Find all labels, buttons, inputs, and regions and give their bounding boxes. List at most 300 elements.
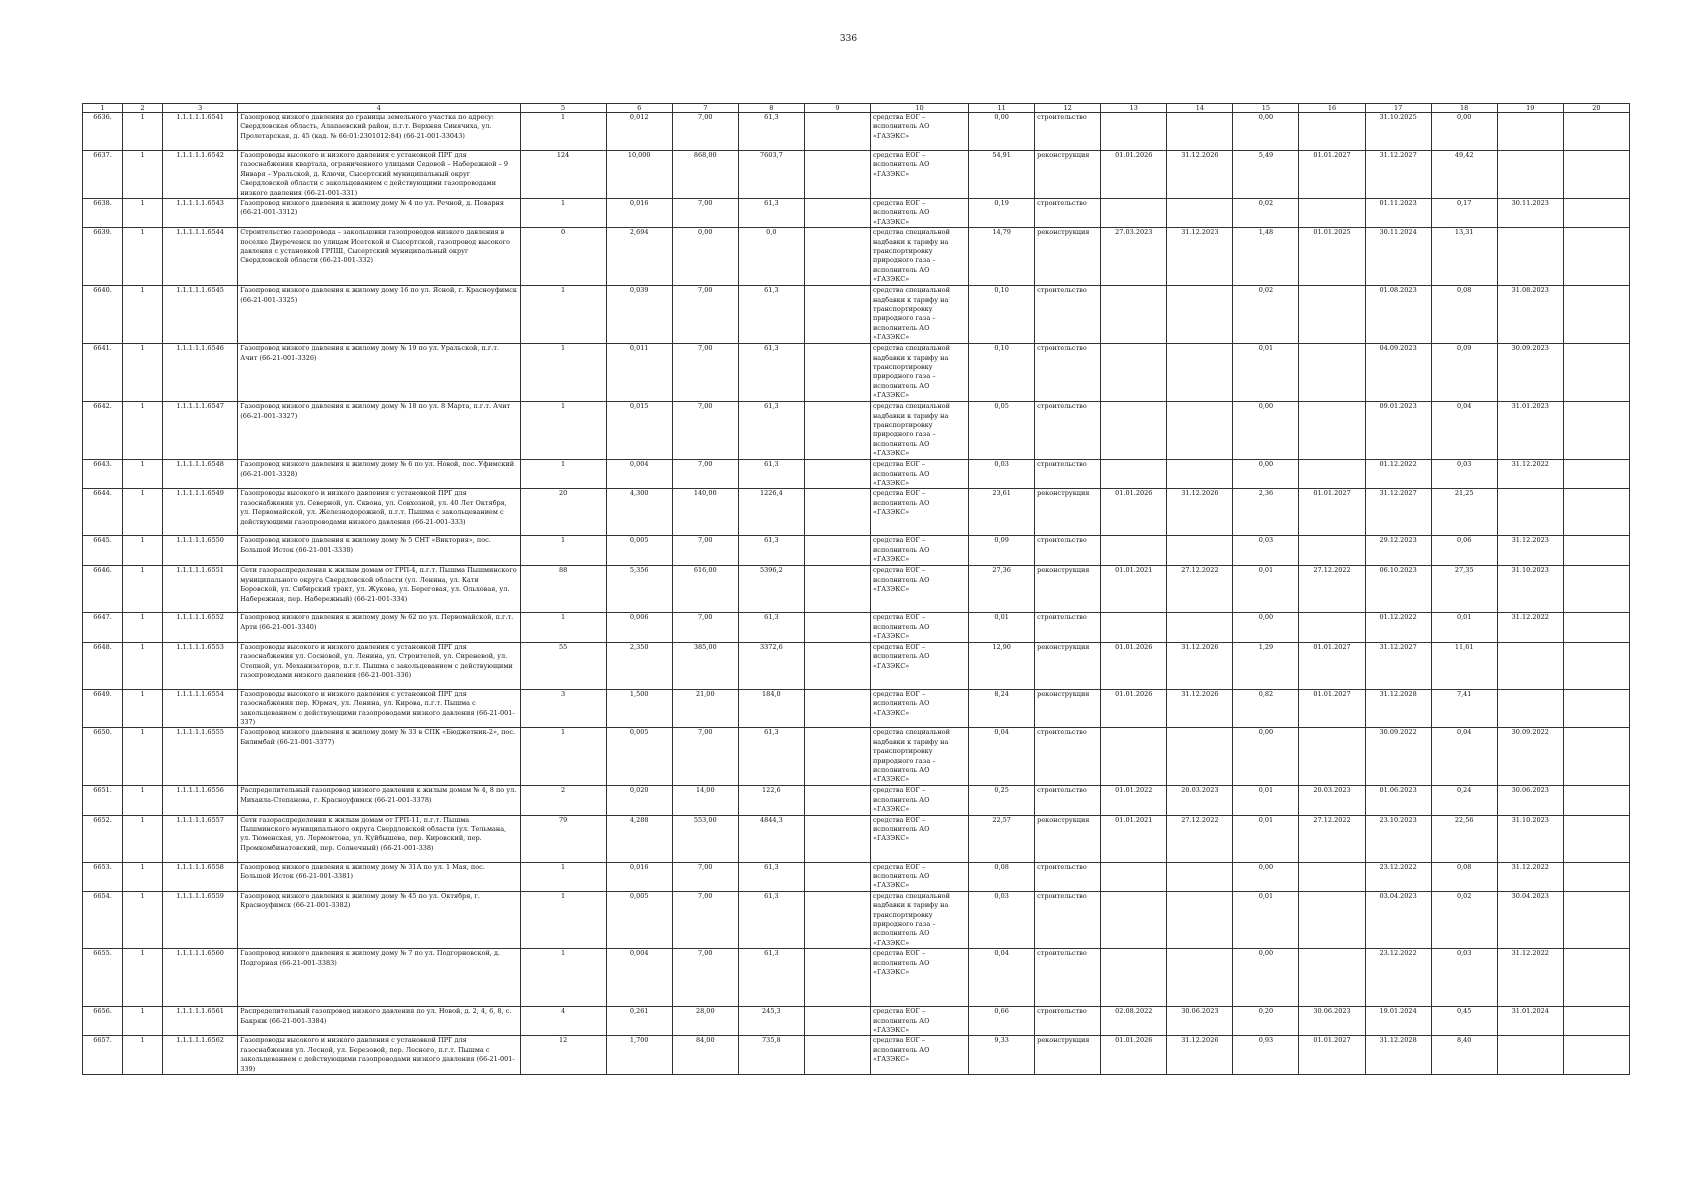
table-cell-col-1: 6649. [83,689,123,728]
table-cell-col-16: 01.01.2027 [1299,489,1365,536]
table-cell-col-1: 6640. [83,286,123,344]
table-cell-col-1: 6643. [83,460,123,489]
table-row [83,228,1630,286]
table-cell-col-6: 0,004 [606,949,672,1007]
table-cell-col-10: средства ЕОГ – исполнитель АО «ГАЗЭКС» [870,689,968,728]
table-cell-col-13 [1101,613,1167,642]
table-cell-col-15: 1,29 [1233,642,1299,689]
table-cell-col-2: 1 [123,344,163,402]
table-cell-col-8: 122,6 [738,786,804,815]
table-cell-col-16 [1299,286,1365,344]
table-cell-col-2: 1 [123,402,163,460]
table-cell-col-12: строительство [1035,199,1101,228]
table-cell-col-14 [1167,862,1233,891]
table-cell-col-4: Газопроводы высокого и низкого давления с установкой ПРГ для газоснабжения ул. Лесной, ул. Березовой, пер. Лесного, п.г.т. Пышма с закольцеванием с действующими газопроводами низкого давления (66-21-001-339) [238,1036,520,1075]
table-cell-col-15: 0,01 [1233,344,1299,402]
column-number-cell: 19 [1497,104,1563,113]
table-cell-col-14 [1167,728,1233,786]
table-cell-col-4: Сети газораспределения к жилым домам от ГРП-11, п.г.т. Пышма Пышминского муниципального округа Свердловской области (ул. Тельмана, ул. Тюменская, ул. Лермонтова, ул. Куйбышева, пер. Кировский, пер. Промкомбинатовский, пер. Солнечный) (66-21-001-338) [238,815,520,862]
table-cell-col-19: 31.10.2023 [1497,566,1563,613]
table-cell-col-3: 1.1.1.1.1.6554 [163,689,238,728]
column-number-cell: 13 [1101,104,1167,113]
table-cell-col-4: Газопровод низкого давления к жилому дому № 7 по ул. Подгорновской, д. Подгорная (66-21-001-3383) [238,949,520,1007]
table-cell-col-1: 6652. [83,815,123,862]
table-cell-col-13 [1101,862,1167,891]
table-cell-col-2: 1 [123,786,163,815]
table-cell-col-8: 61,3 [738,613,804,642]
table-cell-col-3: 1.1.1.1.1.6558 [163,862,238,891]
table-cell-col-14 [1167,460,1233,489]
table-cell-col-2: 1 [123,815,163,862]
table-row [83,862,1630,891]
table-cell-col-10: средства ЕОГ – исполнитель АО «ГАЗЭКС» [870,642,968,689]
table-row [83,460,1630,489]
table-cell-col-13 [1101,949,1167,1007]
table-cell-col-19 [1497,642,1563,689]
table-cell-col-14: 27.12.2022 [1167,815,1233,862]
table-cell-col-16: 30.06.2023 [1299,1007,1365,1036]
table-cell-col-16 [1299,862,1365,891]
table-cell-col-12: строительство [1035,536,1101,566]
table-cell-col-7: 7,00 [672,613,738,642]
table-cell-col-6: 0,012 [606,113,672,151]
table-cell-col-6: 4,300 [606,489,672,536]
table-cell-col-12: реконструкция [1035,689,1101,728]
table-cell-col-8: 61,3 [738,460,804,489]
table-cell-col-10: средства специальной надбавки к тарифу на транспортировку природного газа – исполнитель АО «ГАЗЭКС» [870,344,968,402]
column-number-cell: 14 [1167,104,1233,113]
table-cell-col-10: средства специальной надбавки к тарифу на транспортировку природного газа – исполнитель АО «ГАЗЭКС» [870,402,968,460]
column-number-row [83,104,1630,113]
column-number-cell: 4 [238,104,520,113]
table-cell-col-15: 0,00 [1233,113,1299,151]
page-number: 336 [839,34,858,44]
table-cell-col-2: 1 [123,642,163,689]
table-cell-col-8: 61,3 [738,344,804,402]
table-row [83,344,1630,402]
table-cell-col-14: 20.03.2023 [1167,786,1233,815]
table-cell-col-17: 31.12.2027 [1365,489,1431,536]
table-cell-col-9 [804,460,870,489]
table-cell-col-9 [804,536,870,566]
table-cell-col-10: средства ЕОГ – исполнитель АО «ГАЗЭКС» [870,113,968,151]
table-cell-col-20 [1563,489,1629,536]
table-cell-col-4: Распределительный газопровод низкого давления по ул. Новой, д. 2, 4, 6, 8, с. Бакряж (66-21-001-3384) [238,1007,520,1036]
table-cell-col-11: 0,01 [969,613,1035,642]
table-cell-col-14 [1167,113,1233,151]
table-cell-col-15: 0,01 [1233,815,1299,862]
table-cell-col-20 [1563,151,1629,199]
table-cell-col-1: 6647. [83,613,123,642]
table-cell-col-9 [804,489,870,536]
table-cell-col-15: 0,00 [1233,728,1299,786]
table-cell-col-12: строительство [1035,862,1101,891]
table-cell-col-7: 84,00 [672,1036,738,1075]
table-cell-col-7: 7,00 [672,460,738,489]
table-cell-col-13: 01.01.2022 [1101,786,1167,815]
table-row [83,199,1630,228]
table-cell-col-14 [1167,949,1233,1007]
table-cell-col-10: средства ЕОГ – исполнитель АО «ГАЗЭКС» [870,1036,968,1075]
table-cell-col-20 [1563,1007,1629,1036]
table-cell-col-6: 0,006 [606,613,672,642]
table-row [83,891,1630,948]
table-cell-col-16: 20.03.2023 [1299,786,1365,815]
table-cell-col-12: строительство [1035,728,1101,786]
table-cell-col-6: 0,039 [606,286,672,344]
table-cell-col-2: 1 [123,949,163,1007]
table-cell-col-1: 6636. [83,113,123,151]
table-cell-col-19: 31.12.2022 [1497,862,1563,891]
table-cell-col-18: 0,24 [1431,786,1497,815]
table-cell-col-15: 0,01 [1233,566,1299,613]
column-number-cell: 6 [606,104,672,113]
table-cell-col-18: 22,56 [1431,815,1497,862]
table-cell-col-8: 61,3 [738,113,804,151]
table-cell-col-10: средства ЕОГ – исполнитель АО «ГАЗЭКС» [870,862,968,891]
table-cell-col-5: 1 [520,402,606,460]
table-cell-col-20 [1563,891,1629,948]
table-cell-col-20 [1563,228,1629,286]
table-cell-col-7: 553,00 [672,815,738,862]
table-cell-col-2: 1 [123,460,163,489]
table-cell-col-14 [1167,891,1233,948]
table-cell-col-6: 0,016 [606,199,672,228]
table-cell-col-5: 1 [520,862,606,891]
table-cell-col-18: 0,06 [1431,536,1497,566]
table-cell-col-1: 6641. [83,344,123,402]
table-cell-col-3: 1.1.1.1.1.6544 [163,228,238,286]
table-cell-col-15: 0,02 [1233,199,1299,228]
table-cell-col-11: 14,79 [969,228,1035,286]
table-cell-col-15: 2,36 [1233,489,1299,536]
column-number-cell: 8 [738,104,804,113]
table-cell-col-1: 6638. [83,199,123,228]
table-cell-col-10: средства ЕОГ – исполнитель АО «ГАЗЭКС» [870,815,968,862]
table-cell-col-3: 1.1.1.1.1.6547 [163,402,238,460]
table-cell-col-6: 4,288 [606,815,672,862]
table-cell-col-2: 1 [123,728,163,786]
table-cell-col-5: 1 [520,286,606,344]
table-cell-col-9 [804,113,870,151]
table-cell-col-12: реконструкция [1035,228,1101,286]
table-cell-col-9 [804,1036,870,1075]
table-cell-col-10: средства специальной надбавки к тарифу на транспортировку природного газа – исполнитель АО «ГАЗЭКС» [870,228,968,286]
table-cell-col-1: 6657. [83,1036,123,1075]
table-cell-col-1: 6655. [83,949,123,1007]
table-cell-col-7: 7,00 [672,949,738,1007]
table-cell-col-6: 0,005 [606,728,672,786]
investment-program-table [82,103,1630,1075]
table-cell-col-4: Газопроводы высокого и низкого давления с установкой ПРГ для газоснабжения квартала, ограниченного улицами Седовой – Набережной – 9 Января – Уральской, д. Ключи, Сысертский муниципальный округ Свердловской области с закольцеванием с действующими газопроводами низкого давления (66-21-001-331) [238,151,520,199]
table-cell-col-2: 1 [123,613,163,642]
table-cell-col-11: 0,03 [969,891,1035,948]
table-cell-col-9 [804,566,870,613]
table-cell-col-11: 22,57 [969,815,1035,862]
table-cell-col-8: 3372,6 [738,642,804,689]
table-cell-col-2: 1 [123,536,163,566]
table-row [83,113,1630,151]
table-cell-col-11: 0,09 [969,536,1035,566]
table-cell-col-9 [804,786,870,815]
table-cell-col-16 [1299,891,1365,948]
table-row [83,728,1630,786]
table-cell-col-7: 7,00 [672,113,738,151]
table-cell-col-15: 0,20 [1233,1007,1299,1036]
table-cell-col-9 [804,642,870,689]
table-cell-col-9 [804,228,870,286]
table-cell-col-7: 7,00 [672,402,738,460]
table-row [83,1007,1630,1036]
table-cell-col-3: 1.1.1.1.1.6553 [163,642,238,689]
table-cell-col-14: 31.12.2026 [1167,689,1233,728]
table-cell-col-8: 61,3 [738,891,804,948]
table-cell-col-13: 01.01.2026 [1101,689,1167,728]
table-cell-col-14: 31.12.2026 [1167,151,1233,199]
table-cell-col-9 [804,286,870,344]
table-cell-col-7: 868,00 [672,151,738,199]
table-cell-col-11: 8,24 [969,689,1035,728]
table-cell-col-15: 0,93 [1233,1036,1299,1075]
table-cell-col-16 [1299,949,1365,1007]
table-cell-col-2: 1 [123,566,163,613]
table-cell-col-1: 6656. [83,1007,123,1036]
table-cell-col-10: средства специальной надбавки к тарифу на транспортировку природного газа – исполнитель АО «ГАЗЭКС» [870,728,968,786]
table-cell-col-8: 61,3 [738,862,804,891]
table-cell-col-3: 1.1.1.1.1.6559 [163,891,238,948]
table-cell-col-16: 27.12.2022 [1299,566,1365,613]
table-cell-col-8: 1226,4 [738,489,804,536]
table-cell-col-10: средства ЕОГ – исполнитель АО «ГАЗЭКС» [870,460,968,489]
table-cell-col-19: 31.10.2023 [1497,815,1563,862]
table-cell-col-4: Газопроводы высокого и низкого давления с установкой ПРГ для газоснабжения пер. Юрмач, ул. Ленина, ул. Кирова, п.г.т. Пышма с закольцеванием с действующими газопроводами низкого давления (66-21-001-337) [238,689,520,728]
table-cell-col-3: 1.1.1.1.1.6545 [163,286,238,344]
table-cell-col-5: 0 [520,228,606,286]
table-cell-col-6: 1,700 [606,1036,672,1075]
table-cell-col-15: 0,00 [1233,460,1299,489]
table-cell-col-11: 0,10 [969,344,1035,402]
table-cell-col-1: 6644. [83,489,123,536]
column-number-cell: 7 [672,104,738,113]
table-cell-col-14: 31.12.2023 [1167,228,1233,286]
table-cell-col-6: 5,356 [606,566,672,613]
table-cell-col-11: 0,66 [969,1007,1035,1036]
table-cell-col-16: 01.01.2027 [1299,642,1365,689]
table-cell-col-4: Газопровод низкого давления к жилому дому № 31А по ул. 1 Мая, пос. Большой Исток (66-21-001-3381) [238,862,520,891]
table-cell-col-2: 1 [123,862,163,891]
table-cell-col-12: строительство [1035,949,1101,1007]
table-cell-col-17: 19.01.2024 [1365,1007,1431,1036]
table-cell-col-18: 0,02 [1431,891,1497,948]
table-cell-col-11: 0,03 [969,460,1035,489]
table-cell-col-12: строительство [1035,344,1101,402]
column-number-cell: 11 [969,104,1035,113]
table-cell-col-20 [1563,460,1629,489]
table-cell-col-10: средства ЕОГ – исполнитель АО «ГАЗЭКС» [870,151,968,199]
table-cell-col-5: 3 [520,689,606,728]
table-cell-col-3: 1.1.1.1.1.6542 [163,151,238,199]
table-cell-col-18: 0,08 [1431,862,1497,891]
table-cell-col-20 [1563,949,1629,1007]
table-cell-col-12: строительство [1035,113,1101,151]
table-cell-col-18: 0,00 [1431,113,1497,151]
table-cell-col-17: 23.12.2022 [1365,862,1431,891]
table-cell-col-16: 01.01.2027 [1299,151,1365,199]
column-number-cell: 10 [870,104,968,113]
table-cell-col-2: 1 [123,151,163,199]
table-cell-col-15: 0,01 [1233,891,1299,948]
table-cell-col-2: 1 [123,113,163,151]
table-cell-col-20 [1563,862,1629,891]
table-cell-col-9 [804,613,870,642]
table-cell-col-20 [1563,286,1629,344]
table-cell-col-1: 6650. [83,728,123,786]
table-row [83,402,1630,460]
table-cell-col-19: 30.11.2023 [1497,199,1563,228]
table-cell-col-19: 31.01.2024 [1497,1007,1563,1036]
table-cell-col-6: 0,011 [606,344,672,402]
table-body [83,104,1630,1075]
table-cell-col-5: 1 [520,199,606,228]
table-cell-col-20 [1563,402,1629,460]
table-cell-col-5: 2 [520,786,606,815]
table-cell-col-20 [1563,344,1629,402]
table-cell-col-16 [1299,613,1365,642]
table-cell-col-1: 6653. [83,862,123,891]
table-cell-col-5: 12 [520,1036,606,1075]
table-cell-col-12: реконструкция [1035,815,1101,862]
table-cell-col-8: 61,3 [738,199,804,228]
table-cell-col-20 [1563,815,1629,862]
table-cell-col-8: 7603,7 [738,151,804,199]
table-cell-col-4: Сети газораспределения к жилым домам от ГРП-4, п.г.т. Пышма Пышминского муниципального округа Свердловской области (ул. Ленина, ул. Кати Боровской, ул. Сибирский тракт, ул. Жукова, ул. Береговая, ул. Ольховая, ул. Набережная, пер. Набережный) (66-21-001-334) [238,566,520,613]
table-cell-col-19 [1497,113,1563,151]
table-cell-col-16 [1299,113,1365,151]
table-cell-col-18: 0,03 [1431,949,1497,1007]
table-cell-col-13: 01.01.2026 [1101,151,1167,199]
table-cell-col-1: 6639. [83,228,123,286]
table-cell-col-17: 01.12.2022 [1365,613,1431,642]
column-number-cell: 3 [163,104,238,113]
table-cell-col-9 [804,862,870,891]
table-cell-col-14 [1167,199,1233,228]
table-cell-col-2: 1 [123,199,163,228]
table-cell-col-18: 0,04 [1431,402,1497,460]
table-cell-col-11: 0,00 [969,113,1035,151]
table-cell-col-3: 1.1.1.1.1.6541 [163,113,238,151]
table-cell-col-6: 0,005 [606,891,672,948]
table-cell-col-4: Распределительный газопровод низкого давления к жилым домам № 4, 8 по ул. Михаила-Степанова, г. Красноуфимск (66-21-001-3378) [238,786,520,815]
table-cell-col-7: 7,00 [672,891,738,948]
table-row [83,1036,1630,1075]
table-cell-col-18: 13,31 [1431,228,1497,286]
column-number-cell: 16 [1299,104,1365,113]
table-cell-col-8: 735,8 [738,1036,804,1075]
table-cell-col-10: средства ЕОГ – исполнитель АО «ГАЗЭКС» [870,199,968,228]
table-cell-col-7: 21,00 [672,689,738,728]
table-cell-col-16 [1299,536,1365,566]
table-cell-col-6: 0,004 [606,460,672,489]
table-cell-col-3: 1.1.1.1.1.6556 [163,786,238,815]
table-cell-col-19 [1497,689,1563,728]
table-cell-col-19: 30.09.2023 [1497,344,1563,402]
table-cell-col-18: 8,40 [1431,1036,1497,1075]
table-cell-col-17: 01.12.2022 [1365,460,1431,489]
table-cell-col-17: 06.10.2023 [1365,566,1431,613]
table-cell-col-10: средства ЕОГ – исполнитель АО «ГАЗЭКС» [870,536,968,566]
table-cell-col-16: 27.12.2022 [1299,815,1365,862]
table-cell-col-20 [1563,642,1629,689]
table-cell-col-12: реконструкция [1035,489,1101,536]
table-cell-col-4: Газопровод низкого давления до границы земельного участка по адресу: Свердловская область, Алапаевский район, п.г.т. Верхняя Синячиха, ул. Пролетарская, д. 45 (кад. № 66:01:2301012:84) (66-21-001-33043) [238,113,520,151]
table-cell-col-4: Газопровод низкого давления к жилому дому № 62 по ул. Первомайской, п.г.т. Арти (66-21-001-3340) [238,613,520,642]
table-cell-col-3: 1.1.1.1.1.6543 [163,199,238,228]
table-cell-col-20 [1563,199,1629,228]
table-cell-col-14 [1167,286,1233,344]
table-cell-col-2: 1 [123,1007,163,1036]
table-cell-col-7: 7,00 [672,862,738,891]
table-cell-col-7: 7,00 [672,536,738,566]
table-cell-col-5: 1 [520,613,606,642]
table-cell-col-5: 20 [520,489,606,536]
table-cell-col-3: 1.1.1.1.1.6550 [163,536,238,566]
table-cell-col-9 [804,728,870,786]
table-cell-col-3: 1.1.1.1.1.6548 [163,460,238,489]
table-cell-col-12: строительство [1035,1007,1101,1036]
table-cell-col-13 [1101,402,1167,460]
table-cell-col-7: 7,00 [672,286,738,344]
table-cell-col-13: 27.03.2023 [1101,228,1167,286]
table-cell-col-11: 12,90 [969,642,1035,689]
table-row [83,815,1630,862]
table-cell-col-3: 1.1.1.1.1.6561 [163,1007,238,1036]
table-cell-col-19 [1497,489,1563,536]
column-number-cell: 5 [520,104,606,113]
table-cell-col-6: 10,000 [606,151,672,199]
table-cell-col-16 [1299,344,1365,402]
table-cell-col-4: Газопровод низкого давления к жилому дому № 5 СНТ «Виктория», пос. Большой Исток (66-21-001-3330) [238,536,520,566]
table-cell-col-8: 61,3 [738,536,804,566]
table-cell-col-17: 01.11.2023 [1365,199,1431,228]
table-cell-col-2: 1 [123,689,163,728]
table-cell-col-12: строительство [1035,460,1101,489]
table-cell-col-9 [804,402,870,460]
table-cell-col-3: 1.1.1.1.1.6551 [163,566,238,613]
table-cell-col-18: 0,08 [1431,286,1497,344]
table-cell-col-20 [1563,786,1629,815]
table-cell-col-13 [1101,891,1167,948]
table-cell-col-7: 14,00 [672,786,738,815]
table-cell-col-17: 03.04.2023 [1365,891,1431,948]
table-cell-col-9 [804,949,870,1007]
table-cell-col-13 [1101,536,1167,566]
table-cell-col-7: 140,00 [672,489,738,536]
table-cell-col-15: 0,02 [1233,286,1299,344]
table-cell-col-12: реконструкция [1035,151,1101,199]
table-cell-col-8: 61,3 [738,949,804,1007]
table-cell-col-20 [1563,1036,1629,1075]
table-cell-col-3: 1.1.1.1.1.6549 [163,489,238,536]
table-cell-col-17: 30.09.2022 [1365,728,1431,786]
table-cell-col-20 [1563,536,1629,566]
table-cell-col-4: Газопровод низкого давления к жилому дому № 4 по ул. Речной, д. Поварня (66-21-001-3312) [238,199,520,228]
table-cell-col-16 [1299,460,1365,489]
table-cell-col-11: 0,19 [969,199,1035,228]
table-cell-col-18: 11,61 [1431,642,1497,689]
table-cell-col-8: 61,3 [738,286,804,344]
column-number-cell: 18 [1431,104,1497,113]
table-cell-col-20 [1563,613,1629,642]
